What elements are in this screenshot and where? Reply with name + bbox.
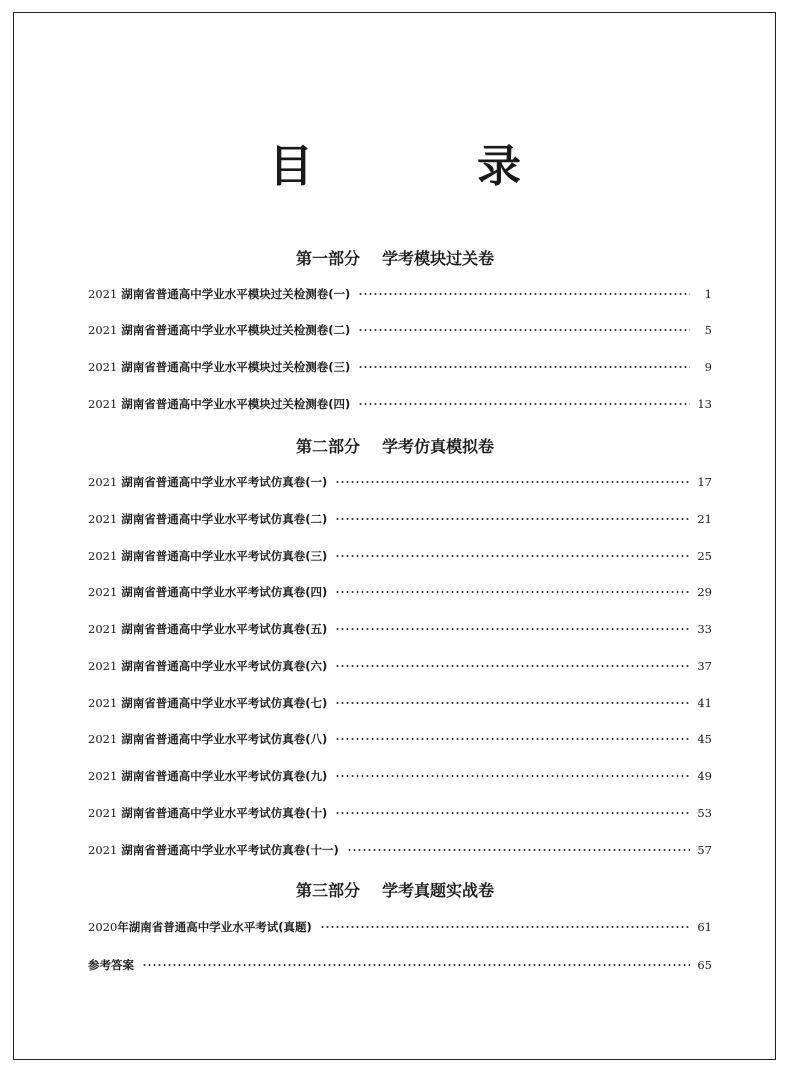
entry-label: [88, 322, 350, 338]
entry-page-number: 25: [697, 549, 712, 563]
entry-page-number: 53: [697, 806, 712, 820]
dot-leader: [358, 403, 690, 405]
dot-leader: [358, 293, 690, 295]
entry-year: 2021: [88, 732, 118, 746]
entry-year: 2021: [88, 843, 118, 857]
entry-page-number: 17: [697, 475, 712, 489]
entry-year: 2021: [88, 806, 118, 820]
entry-title: 湖南省普通高中学业水平考试仿真卷(一): [121, 475, 328, 489]
page-title: 目 录: [269, 141, 581, 192]
dot-leader: [335, 775, 690, 777]
entry-label: [88, 957, 134, 973]
section-name: 学考模块过关卷: [382, 249, 495, 268]
dot-leader: [335, 665, 690, 667]
entry-title: 湖南省普通高中学业水平模块过关检测卷(二): [121, 323, 351, 337]
entry-page-number: 1: [704, 287, 712, 301]
toc-entry-answers[interactable]: [88, 955, 712, 975]
entry-label: [88, 396, 350, 412]
entry-title: 湖南省普通高中学业水平考试仿真卷(五): [121, 622, 328, 636]
entry-title: 湖南省普通高中学业水平模块过关检测卷(四): [121, 397, 351, 411]
entry-label: [88, 584, 327, 600]
entry-label: [88, 474, 327, 490]
entry-page-number: 45: [697, 732, 712, 746]
entry-year: 2021: [88, 475, 118, 489]
entry-year: 2021: [88, 397, 118, 411]
section-heading-part3: [0, 878, 790, 901]
toc-entry[interactable]: [88, 582, 712, 602]
entry-page-number: 29: [697, 585, 712, 599]
entry-page-number: 41: [697, 696, 712, 710]
toc-entry[interactable]: [88, 619, 712, 639]
toc-entry[interactable]: [88, 693, 712, 713]
entry-page-number: 37: [697, 659, 712, 673]
entry-page-number: 57: [697, 843, 712, 857]
entry-year: 2021: [88, 585, 118, 599]
entry-title: 湖南省普通高中学业水平考试仿真卷(三): [121, 549, 328, 563]
section-heading-part2: [0, 434, 790, 457]
dot-leader: [335, 518, 690, 520]
entry-label: [88, 919, 312, 935]
entry-label: [88, 286, 350, 302]
entry-page-number: 61: [697, 920, 712, 934]
section-number: 第二部分: [295, 437, 360, 456]
section-number: 第三部分: [295, 881, 360, 900]
toc-entry[interactable]: [88, 656, 712, 676]
entry-label: [88, 842, 339, 858]
entry-title: 湖南省普通高中学业水平考试仿真卷(十一): [121, 843, 339, 857]
entry-page-number: 9: [704, 360, 712, 374]
entry-year: 2021: [88, 622, 118, 636]
entry-year: 2021: [88, 659, 118, 673]
entry-title: 湖南省普通高中学业水平考试仿真卷(七): [121, 696, 328, 710]
entry-title: 湖南省普通高中学业水平考试仿真卷(二): [121, 512, 328, 526]
entry-label: [88, 621, 327, 637]
toc-entry[interactable]: [88, 546, 712, 566]
toc-entry[interactable]: [88, 357, 712, 377]
dot-leader: [320, 926, 690, 928]
entry-year: 2021: [88, 696, 118, 710]
entry-year: 2021: [88, 287, 118, 301]
toc-entry[interactable]: [88, 472, 712, 492]
dot-leader: [335, 738, 690, 740]
entry-page-number: 13: [697, 397, 712, 411]
section-number: 第一部分: [295, 249, 360, 268]
entry-page-number: 65: [697, 958, 712, 972]
section-name: 学考真题实战卷: [382, 881, 495, 900]
entry-title: 湖南省普通高中学业水平考试仿真卷(十): [121, 806, 328, 820]
entry-year: 2021: [88, 323, 118, 337]
entry-title: 湖南省普通高中学业水平考试仿真卷(六): [121, 659, 328, 673]
dot-leader: [358, 329, 690, 331]
toc-entry[interactable]: [88, 394, 712, 414]
entry-label: [88, 768, 327, 784]
entry-label: [88, 359, 350, 375]
toc-entry[interactable]: [88, 320, 712, 340]
entry-label: [88, 548, 327, 564]
dot-leader: [335, 481, 690, 483]
toc-entry[interactable]: [88, 284, 712, 304]
entry-year: 2020: [88, 920, 118, 934]
toc-entry[interactable]: [88, 840, 712, 860]
dot-leader: [335, 628, 690, 630]
entry-title: 年湖南省普通高中学业水平考试(真题): [117, 920, 312, 934]
entry-page-number: 49: [697, 769, 712, 783]
entry-label: [88, 731, 327, 747]
entry-title: 参考答案: [88, 958, 134, 972]
toc-entry[interactable]: [88, 766, 712, 786]
toc-entry[interactable]: [88, 509, 712, 529]
dot-leader: [335, 812, 690, 814]
dot-leader: [335, 702, 690, 704]
entry-label: [88, 695, 327, 711]
toc-entry[interactable]: [88, 803, 712, 823]
dot-leader: [335, 591, 690, 593]
dot-leader: [347, 849, 690, 851]
entry-label: [88, 658, 327, 674]
entry-title: 湖南省普通高中学业水平模块过关检测卷(三): [121, 360, 351, 374]
entry-title: 湖南省普通高中学业水平模块过关检测卷(一): [121, 287, 351, 301]
entry-year: 2021: [88, 512, 118, 526]
entry-title: 湖南省普通高中学业水平考试仿真卷(八): [121, 732, 328, 746]
section-name: 学考仿真模拟卷: [382, 437, 495, 456]
toc-entry[interactable]: [88, 729, 712, 749]
dot-leader: [335, 555, 690, 557]
entry-title: 湖南省普通高中学业水平考试仿真卷(九): [121, 769, 328, 783]
section-heading-part1: [0, 246, 790, 269]
entry-year: 2021: [88, 769, 118, 783]
entry-page-number: 21: [697, 512, 712, 526]
dot-leader: [358, 366, 690, 368]
entry-page-number: 33: [697, 622, 712, 636]
entry-label: [88, 805, 327, 821]
entry-label: [88, 511, 327, 527]
entry-year: 2021: [88, 549, 118, 563]
entry-title: 湖南省普通高中学业水平考试仿真卷(四): [121, 585, 328, 599]
dot-leader: [142, 964, 690, 966]
toc-entry[interactable]: [88, 917, 712, 937]
entry-year: 2021: [88, 360, 118, 374]
entry-page-number: 5: [704, 323, 712, 337]
